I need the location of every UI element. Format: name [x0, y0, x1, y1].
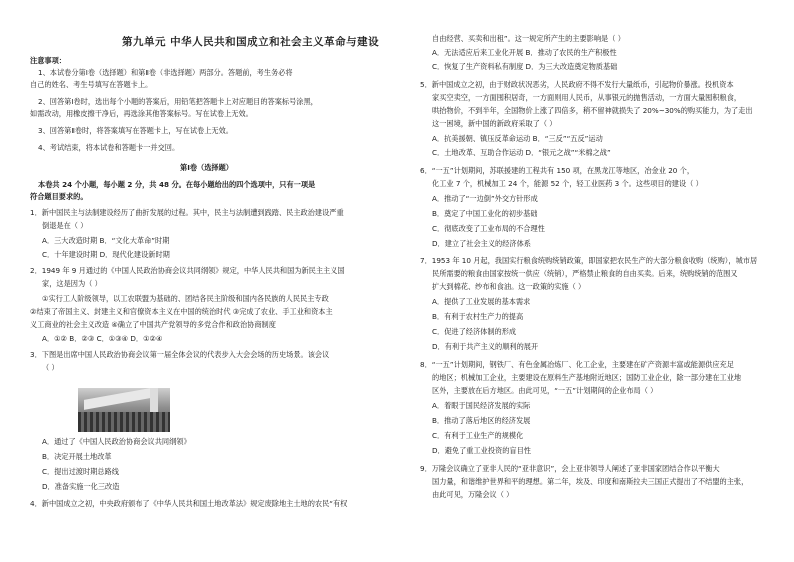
option-line: A．通过了《中国人民政治协商会议共同纲领》	[42, 437, 191, 446]
option-line: C．提出过渡时期总路线	[42, 467, 119, 476]
option-line: A．提供了工业发展的基本需求	[432, 297, 531, 306]
question-line: 家买空卖空，一方面囤积居奇，一方面则用人民币，从事银元的抛售活动，一方面大量囤积粮食，	[432, 93, 742, 102]
question-line: 5．新中国成立之初，由于财政状况恶劣，人民政府不得不发行大量纸币，引起物价暴涨。投机资本	[420, 80, 734, 89]
option-line: C．土地改革、互助合作运动 D．“银元之战”“米棉之战”	[432, 148, 611, 157]
question-line: 自由经营、买卖和出租”。这一规定所产生的主要影响是（ ）	[432, 34, 625, 43]
question-line: 哄抬物价，不到半年，全国物价上涨了四倍多，稍不留神就损失了 20%~30%的购买能力，为了走出	[432, 106, 753, 115]
option-line: A．着眼于国民经济发展的实际	[432, 401, 531, 410]
option-line: C．促进了经济体制的形成	[432, 327, 517, 336]
question-line: 国力量，和谐维护世界和平的理想。第二年，埃及、印度和南斯拉夫三国正式提出了不结盟的主张，	[432, 477, 749, 486]
option-line: B．推动了落后地区的经济发展	[432, 416, 531, 425]
notice-line: 4、考试结束，将本试卷和答题卡一并交回。	[38, 143, 180, 152]
question-line: 的地区；机械加工企业，主要建设在原料生产基地附近地区；国防工业企业，除一部分建在工业地	[432, 373, 742, 382]
question-line: 这一困境，新中国的新政府采取了（ ）	[432, 119, 557, 128]
option-line: D．建立了社会主义的经济体系	[432, 239, 531, 248]
question-line: 家，这是因为（ ）	[42, 279, 102, 288]
notice-heading: 注意事项：	[30, 56, 66, 65]
statement-line: 义工商业的社会主义改造 ④确立了中国共产党领导的多党合作和政治协商制度	[30, 320, 276, 329]
option-line: B．决定开展土地改革	[42, 452, 112, 461]
question-line: 区外，主要放在后方地区。由此可见，“一五”计划期间的企业布局（ ）	[432, 386, 658, 395]
option-line: A．抗美援朝、镇压反革命运动 B．“三反”“五反”运动	[432, 134, 603, 143]
section-title: 第Ⅰ卷（选择题）	[180, 163, 233, 172]
notice-line: 3、回答第Ⅱ卷时，将答案填写在答题卡上，写在试卷上无效。	[38, 126, 233, 135]
option-line: A．三大改造时期 B．“文化大革命”时期	[42, 236, 170, 245]
option-line: B．有利于农村生产力的提高	[432, 312, 524, 321]
historical-photo	[78, 388, 170, 432]
option-line: A．①② B．②③ C．①③④ D．①②④	[42, 334, 163, 343]
statement-line: ①实行工人阶级领导，以工农联盟为基础的、团结各民主阶级和国内各民族的人民民主专政	[42, 294, 329, 303]
question-line: 3．下图是出席中国人民政治协商会议第一届全体会议的代表步入大会会场的历史场景。该会议	[30, 350, 330, 359]
question-line: 由此可见，万隆会议（ ）	[432, 490, 514, 499]
option-line: A．无法适应后来工业化开展 B．推动了农民的生产积极性	[432, 48, 617, 57]
section-intro: 本卷共 24 个小题，每小题 2 分，共 48 分。在每小题给出的四个选项中，只有一项是	[38, 180, 316, 189]
question-line: 6．“一五”计划期间，苏联援建的工程共有 150 项，在黑龙江等地区，冶金业 20 个，	[420, 166, 695, 175]
question-line: 7．1953 年 10 月起，我国实行粮食统购统销政策，即国家把农民生产的大部分粮食收购（统购），城市居	[420, 256, 758, 265]
photo-banner	[84, 388, 150, 410]
notice-line: 1、本试卷分第Ⅰ卷（选择题）和第Ⅱ卷（非选择题）两部分。答题前，考生务必将	[38, 68, 293, 77]
notice-line: 2、回答第Ⅰ卷时，选出每个小题的答案后，用铅笔把答题卡上对应题目的答案标号涂黑，	[38, 97, 318, 106]
option-line: C．十年建设时期 D．现代化建设新时期	[42, 250, 170, 259]
notice-line: 如需改动，用橡皮擦干净后，再选涂其他答案标号。写在试卷上无效。	[30, 109, 253, 118]
question-line: 化工业 7 个，机械加工 24 个，能源 52 个，轻工业医药 3 个。这些项目的建设（ ）	[432, 179, 703, 188]
option-line: C．彻底改变了工业布局的不合理性	[432, 224, 545, 233]
question-line: 4．新中国成立之初，中央政府颁布了《中华人民共和国土地改革法》规定废除地主土地的农民“有权	[30, 499, 348, 508]
option-line: C．恢复了生产资料私有制度 D．为三大改造奠定物质基础	[432, 62, 618, 71]
question-line: 倒退是在（ ）	[42, 221, 88, 230]
question-line: 2．1949 年 9 月通过的《中国人民政治协商会议共同纲领》规定，中华人民共和国为新民主主义国	[30, 266, 345, 275]
question-line: 1．新中国民主与法制建设经历了曲折发展的过程。其中，民主与法制遭到践踏、民主政治建设严重	[30, 208, 344, 217]
option-line: B．奠定了中国工业化的初步基础	[432, 209, 538, 218]
unit-title: 第九单元 中华人民共和国成立和社会主义革命与建设	[122, 36, 380, 48]
question-line: 扩大到棉花、纱布和食油。这一政策的实施（ ）	[432, 282, 586, 291]
question-line: 8．“一五”计划期间，钢铁厂、有色金属冶炼厂、化工企业，主要建在矿产资源丰富或能源供应充足	[420, 360, 734, 369]
section-intro: 符合题目要求的。	[30, 192, 88, 201]
photo-crowd	[78, 412, 170, 432]
question-line: 民所需要的粮食由国家按统一供应（统销），严格禁止粮食的自由买卖。后来，统购统销的范围又	[432, 269, 738, 278]
option-line: C．有利于工业生产的规模化	[432, 431, 524, 440]
question-line: （ ）	[42, 363, 59, 372]
question-line: 9．万隆会议确立了亚非人民的“亚非意识”，会上亚非领导人阐述了亚非国家团结合作以平衡大	[420, 464, 720, 473]
option-line: D．有利于共产主义的顺利的展开	[432, 342, 539, 351]
notice-line: 自己的姓名、考生号填写在答题卡上。	[30, 80, 153, 89]
option-line: D．准备实施一化三改造	[42, 482, 120, 491]
statement-line: ②结束了帝国主义、封建主义和官僚资本主义在中国的统治时代 ③完成了农业、手工业和资本主	[30, 307, 333, 316]
option-line: D．避免了重工业投资的盲目性	[432, 446, 531, 455]
option-line: A．推动了“一边倒”外交方针形成	[432, 194, 538, 203]
